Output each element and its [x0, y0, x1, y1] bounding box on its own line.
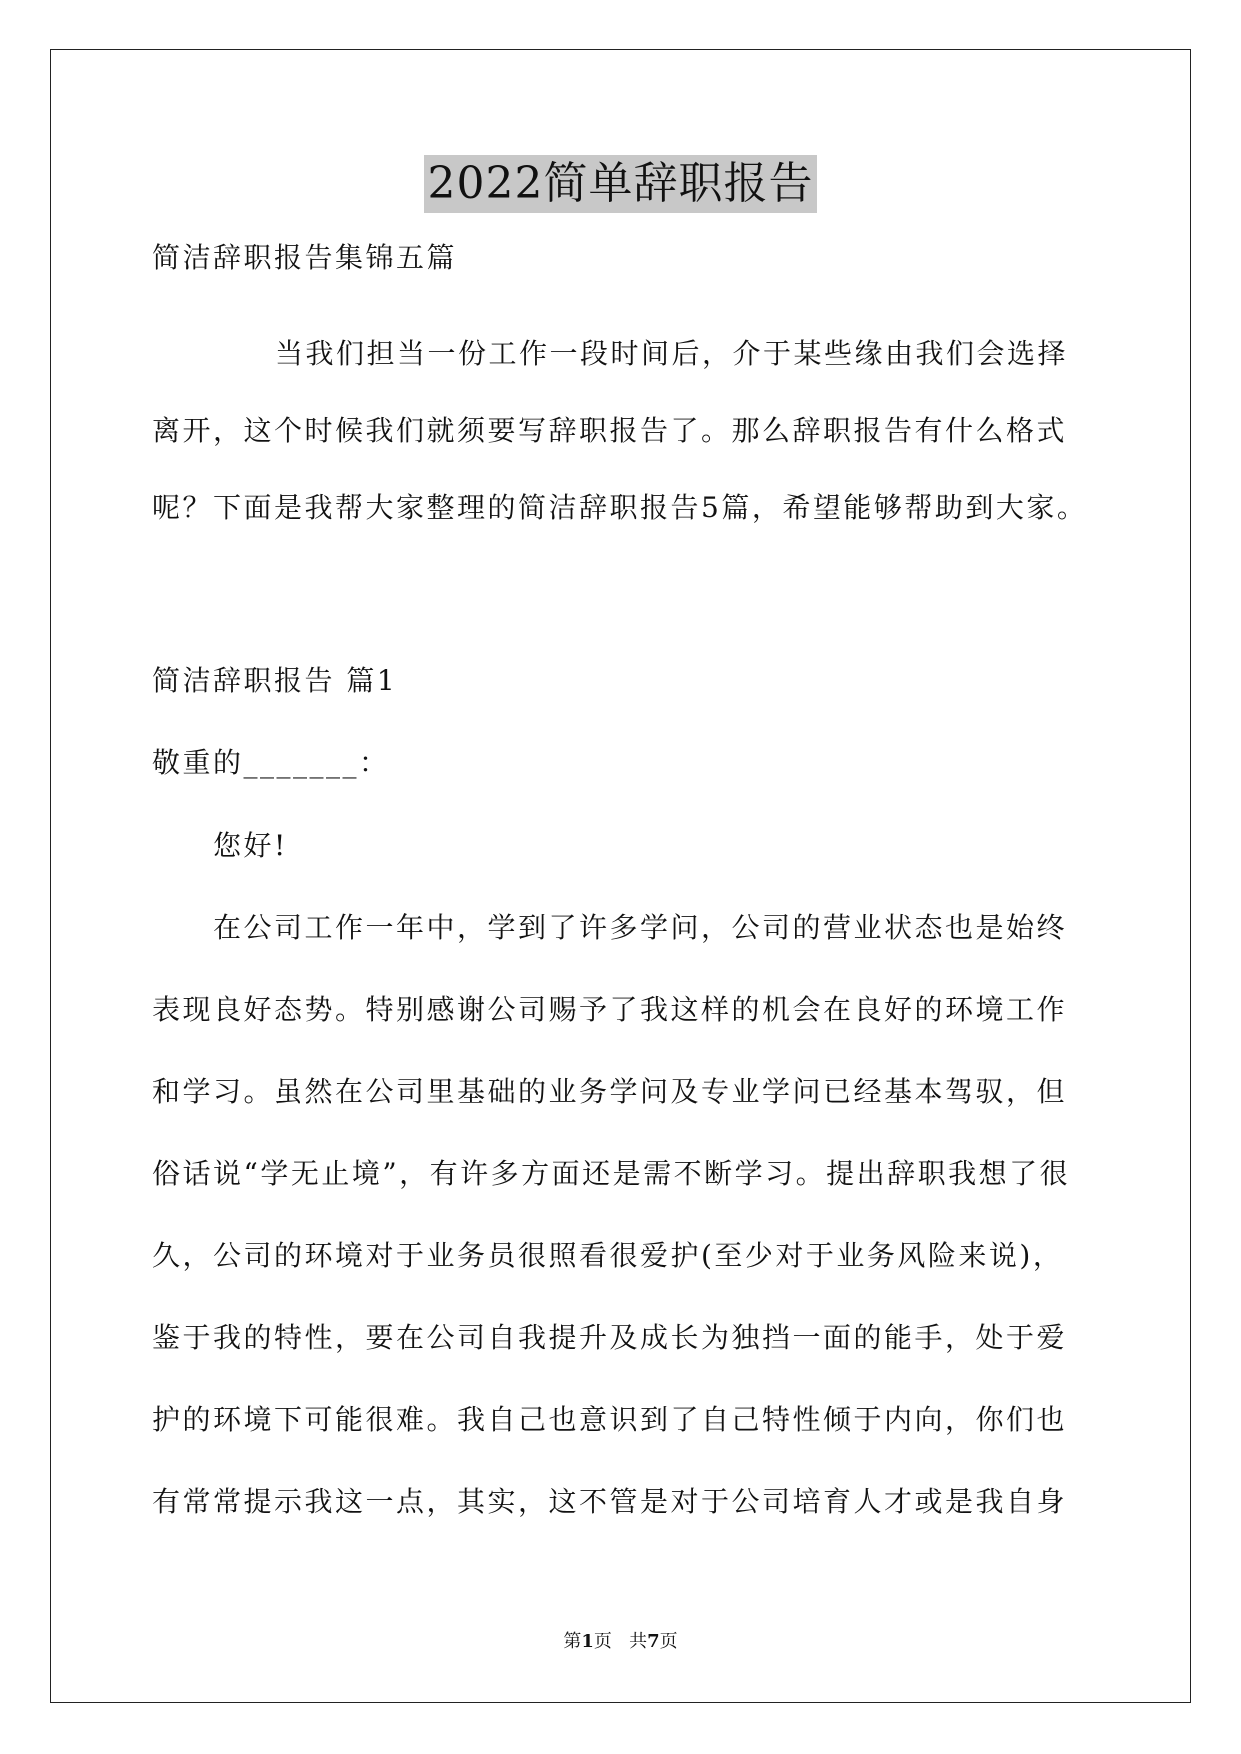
- salutation: 敬重的_______：: [152, 746, 390, 779]
- footer-suffix: 页: [659, 1631, 678, 1652]
- footer-prefix: 第: [563, 1631, 582, 1652]
- body-line: 表现良好态势。特别感谢公司赐予了我这样的机会在良好的环境工作: [152, 993, 1068, 1026]
- body-line: 久，公司的环境对于业务员很照看很爱护(至少对于业务风险来说)，: [152, 1239, 1064, 1272]
- page-footer: [0, 1630, 1241, 1654]
- intro-line: 离开，这个时候我们就须要写辞职报告了。那么辞职报告有什么格式: [152, 414, 1068, 447]
- footer-middle: 页 共: [593, 1631, 648, 1652]
- total-pages-number: 7: [647, 1631, 660, 1652]
- body-line: 鉴于我的特性，要在公司自我提升及成长为独挡一面的能手，处于爱: [152, 1321, 1068, 1354]
- title-container: [0, 155, 1241, 213]
- current-page-number: 1: [581, 1631, 594, 1652]
- body-line: 俗话说“学无止境”，有许多方面还是需不断学习。提出辞职我想了很: [152, 1157, 1071, 1190]
- page-border: [50, 49, 1191, 1703]
- document-title: 2022简单辞职报告: [424, 155, 818, 213]
- greeting: 您好!: [213, 829, 288, 862]
- section-heading: 简洁辞职报告 篇1: [152, 664, 398, 697]
- intro-line: 呢？下面是我帮大家整理的简洁辞职报告5篇，希望能够帮助到大家。: [152, 491, 1088, 524]
- intro-line: 当我们担当一份工作一段时间后，介于某些缘由我们会选择: [275, 337, 1069, 370]
- body-line: 护的环境下可能很难。我自己也意识到了自己特性倾于内向，你们也: [152, 1403, 1068, 1436]
- document-subtitle: 简洁辞职报告集锦五篇: [152, 241, 458, 274]
- body-line: 有常常提示我这一点，其实，这不管是对于公司培育人才或是我自身: [152, 1485, 1068, 1518]
- body-line: 和学习。虽然在公司里基础的业务学问及专业学问已经基本驾驭，但: [152, 1075, 1068, 1108]
- body-line: 在公司工作一年中，学到了许多学问，公司的营业状态也是始终: [213, 911, 1068, 944]
